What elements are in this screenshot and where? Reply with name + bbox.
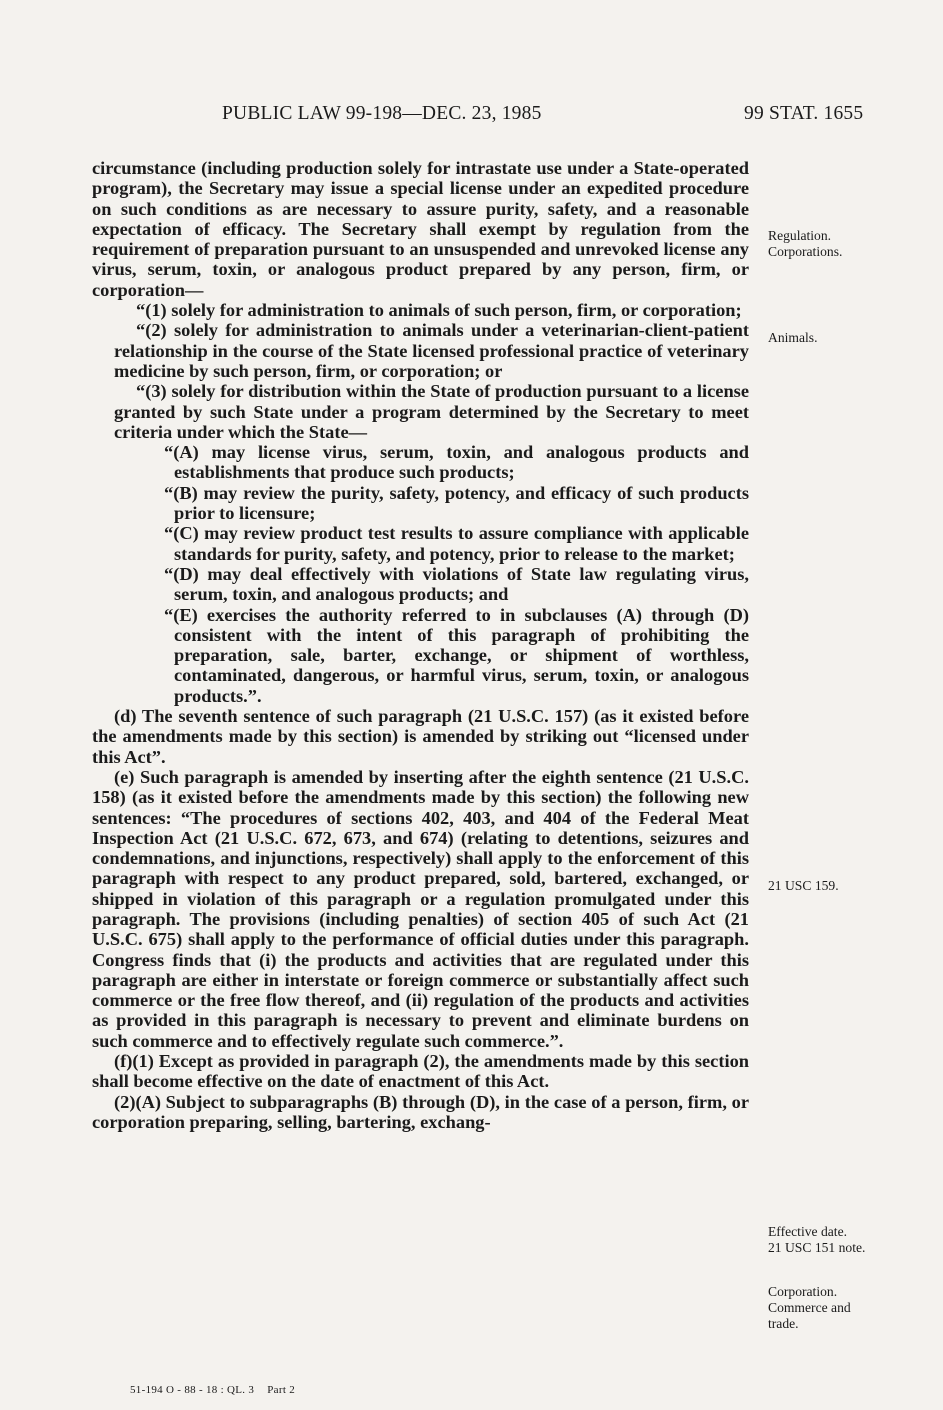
margin-note-line: 21 USC 151 note. [768,1240,866,1255]
page-footer [130,1384,305,1396]
paragraph-f2: (2)(A) Subject to subparagraphs (B) through (D), in the case of a person, firm, or corporation preparing, selling, bartering, exchang- [92,1091,749,1132]
margin-note-regulation [768,228,918,260]
margin-note-effective-date [768,1224,918,1256]
margin-note-line: trade. [768,1316,799,1331]
margin-note-line: Effective date. [768,1224,848,1239]
subclause-d: “(D) may deal effectively with violations of State law regulating virus, serum, toxin, and analogous products; and [164,563,749,605]
subclause-c: “(C) may review product test results to assure compliance with applicable standards for purity, safety, and potency, prior to release to the market; [164,523,749,564]
item-2: “(2) solely for administration to animals under a veterinarian-client-patient relationship in the course of the State licensed professional practice of veterinary medicine by such person, firm, or corporation; or [114,320,749,381]
margin-note-corporation [768,1284,918,1332]
margin-note-line: Animals. [768,330,818,345]
subclause-e: “(E) exercises the authority referred to in subclauses (A) through (D) consistent with the intent of this paragraph of prohibiting the preparation, sale, barter, exchange, or shipment of worthless, contaminated, dangerous, or harmful virus, serum, toxin, or analogous products.”. [164,604,749,706]
margin-note-line: Regulation. [768,228,832,243]
margin-note-line: Corporations. [768,244,843,259]
header-title: PUBLIC LAW 99-198—DEC. 23, 1985 [222,103,542,124]
subclause-b: “(B) may review the purity, safety, potency, and efficacy of such products prior to licensure; [164,482,749,524]
margin-note-usc-159 [768,878,918,894]
margin-note-line: 21 USC 159. [768,878,839,893]
footer-print-code: 51-194 O - 88 - 18 : QL. 3 [130,1384,255,1396]
margin-note-line: Corporation. [768,1284,838,1299]
footer-part: Part 2 [267,1384,296,1396]
paragraph-f1: (f)(1) Except as provided in paragraph (2), the amendments made by this section shall become effective on the date of enactment of this Act. [92,1051,749,1092]
header-page-number: 99 STAT. 1655 [744,103,864,124]
item-1: “(1) solely for administration to animals of such person, firm, or corporation; [136,300,742,321]
margin-note-line: Commerce and [768,1300,851,1315]
body-text [92,158,749,1132]
paragraph-d: (d) The seventh sentence of such paragraph (21 U.S.C. 157) (as it existed before the amendments made by this section) is amended by striking out “licensed under this Act”. [92,706,749,767]
paragraph-continuation: circumstance (including production solely for intrastate use under a State-operated program), the Secretary may issue a special license under an expedited procedure on such conditions as are necessary to assure purity, safety, and a reasonable expectation of efficacy. The Secretary shall exempt by regulation from the requirement of preparation pursuant to an unsuspended and unrevoked license any virus, serum, toxin, or analogous product prepared by any person, firm, or corporation— [92,158,749,300]
item-3: “(3) solely for distribution within the State of production pursuant to a license granted by such State under a program determined by the Secretary to meet criteria under which the State— [114,381,749,442]
margin-note-animals [768,330,918,346]
paragraph-e: (e) Such paragraph is amended by inserting after the eighth sentence (21 U.S.C. 158) (as it existed before the amendments made by this section) the following new sentences: “The procedures of sections 402, 403, and 404 of the Federal Meat Inspection Act (21 U.S.C. 672, 673, and 674) (relating to detentions, seizures and condemnations, and injunctions, respectively) shall apply to the enforcement of this paragraph with respect to any product prepared, sold, bartered, exchanged, or shipped in violation of this paragraph or a regulation promulgated under this paragraph. The provisions (including penalties) of section 405 of such Act (21 U.S.C. 675) shall apply to the performance of official duties under this paragraph. Congress finds that (i) the products and activities that are regulated under this paragraph are either in interstate or foreign commerce or substantially affect such commerce or the free flow thereof, and (ii) regulation of the products and activities as provided in this paragraph is necessary to prevent and eliminate burdens on such commerce and to effectively regulate such commerce.”. [92,766,749,1051]
subclause-a: “(A) may license virus, serum, toxin, and analogous products and establishments that produce such products; [164,442,749,483]
page-header [0,103,943,133]
